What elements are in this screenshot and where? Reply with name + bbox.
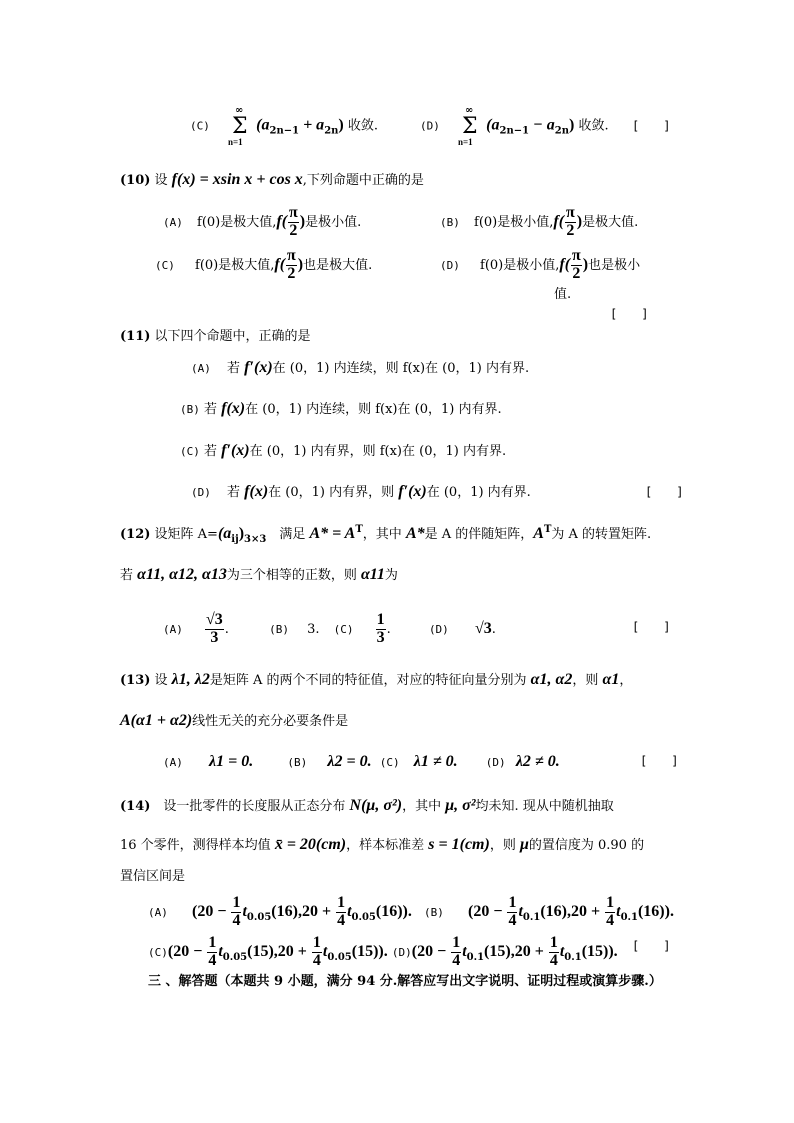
q10-option-d-continued: 值. [554,287,572,302]
answer-bracket: [ ] [632,119,671,133]
section-heading: 三 、解答题（本题共 9 小题，满分 94 分.解答应写出文字说明、证明过程或演算步骤.） [148,974,662,989]
question-number: (13) [120,673,151,688]
answer-bracket: [ ] [610,307,649,321]
q14-option-b: (B) (20 − $\frac{1}{4}$ $t_{0.1}(16),20$ + $\frac{1}{4}$ $t_{0.1}(16)$). [424,894,674,929]
question-number: (11) [120,329,151,344]
q11-option-d: (D) 若 f(x)在 (0，1) 内有界，则 f′(x)在 (0，1) 内有界. [191,483,531,500]
answer-bracket: [ ] [640,754,679,768]
question-number: (14) [120,799,151,814]
q13-stem-line2: A(α1 + α2)线性无关的充分必要条件是 [120,712,349,729]
q11-stem: (11) 以下四个命题中，正确的是 [120,329,311,344]
q10-option-d: (D) f(0)是极小值,f( $\frac{\pi}{2}$ )也是极小 [440,247,641,282]
option-label: (C) [190,119,210,133]
q10-option-b: (B) f(0)是极小值,f( $\frac{\pi}{2}$ )是极大值. [440,204,639,239]
answer-bracket: [ ] [632,620,671,634]
question-number: (12) [120,527,151,542]
q12-options: (A) $\frac{√3}{3}$ . (B) 3. (C) $\frac{1}{3}$ . (D) √3. [163,611,496,646]
q10-option-c: (C) f(0)是极大值,f( $\frac{\pi}{2}$ )也是极大值. [155,247,373,282]
q9-option-d: (D) ∞ Σ n=1 $(a_{2n-1} - a_{2n})$ 收敛. [420,105,609,147]
q12-stem: (12) 设矩阵 $A=(a_{ij})_{3\times 3}$ 满足 $A* = A^T$，其中 A*是 A 的伴随矩阵，$A^T$为 A 的转置矩阵. [120,524,652,545]
q9-option-c: (C) ∞ Σ n=1 $(a_{2n-1} + a_{2n})$ 收敛. [190,105,379,147]
summation-symbol: ∞ Σ n=1 [458,105,478,147]
q10-stem: (10) 设 f(x) = xsin x + cos x,下列命题中正确的是 [120,171,424,188]
q14-stem: (14) 设一批零件的长度服从正态分布 N(μ, σ²)，其中 μ, σ²均未知. 现从中随机抽取 [120,797,614,814]
q11-option-a: (A) 若 f′(x)在 (0，1) 内连续，则 f(x)在 (0，1) 内有界. [191,359,530,376]
q14-stem-line2: 16 个零件，测得样本均值 x̄ = 20(cm)，样本标准差 s = 1(cm)，则 μ的置信度为 0.90 的 [120,836,645,853]
answer-bracket: [ ] [632,939,671,953]
q13-stem: (13) 设 λ1, λ2是矩阵 A 的两个不同的特征值，对应的特征向量分别为 α1, α2，则 α1， [120,671,633,688]
q14-option-c: (C)(20 − $\frac{1}{4}$ $t_{0.05}(15),20$ + $\frac{1}{4}$ $t_{0.05}(15)$). (D)(20 − $\frac{1}{4}$ $t_{0.1}(15),20$ + $\frac{1}{4}$ $t_{0.1}(15)$). [148,934,618,969]
summation-symbol: ∞ Σ n=1 [228,105,248,147]
q11-option-c: (C) 若 f′(x)在 (0，1) 内有界，则 f(x)在 (0，1) 内有界. [180,442,507,459]
option-label: (D) [420,119,440,133]
q11-option-b: (B) 若 f(x)在 (0，1) 内连续，则 f(x)在 (0，1) 内有界. [180,400,502,417]
q14-stem-line3: 置信区间是 [120,869,186,884]
q12-stem-line2: 若 α11, α12, α13为三个相等的正数，则 α11为 [120,566,398,583]
q10-option-a: (A) f(0)是极大值,f( $\frac{\pi}{2}$ )是极小值. [163,204,362,239]
q14-option-a: (A) (20 − $\frac{1}{4}$ $t_{0.05}(16),20$ + $\frac{1}{4}$ $t_{0.05}(16)$). [148,894,412,929]
question-number: (10) [120,173,151,188]
q13-options: (A) λ1 = 0. (B) λ2 = 0. (C) λ1 ≠ 0. (D) λ2 ≠ 0. [163,753,560,770]
answer-bracket: [ ] [645,485,684,499]
